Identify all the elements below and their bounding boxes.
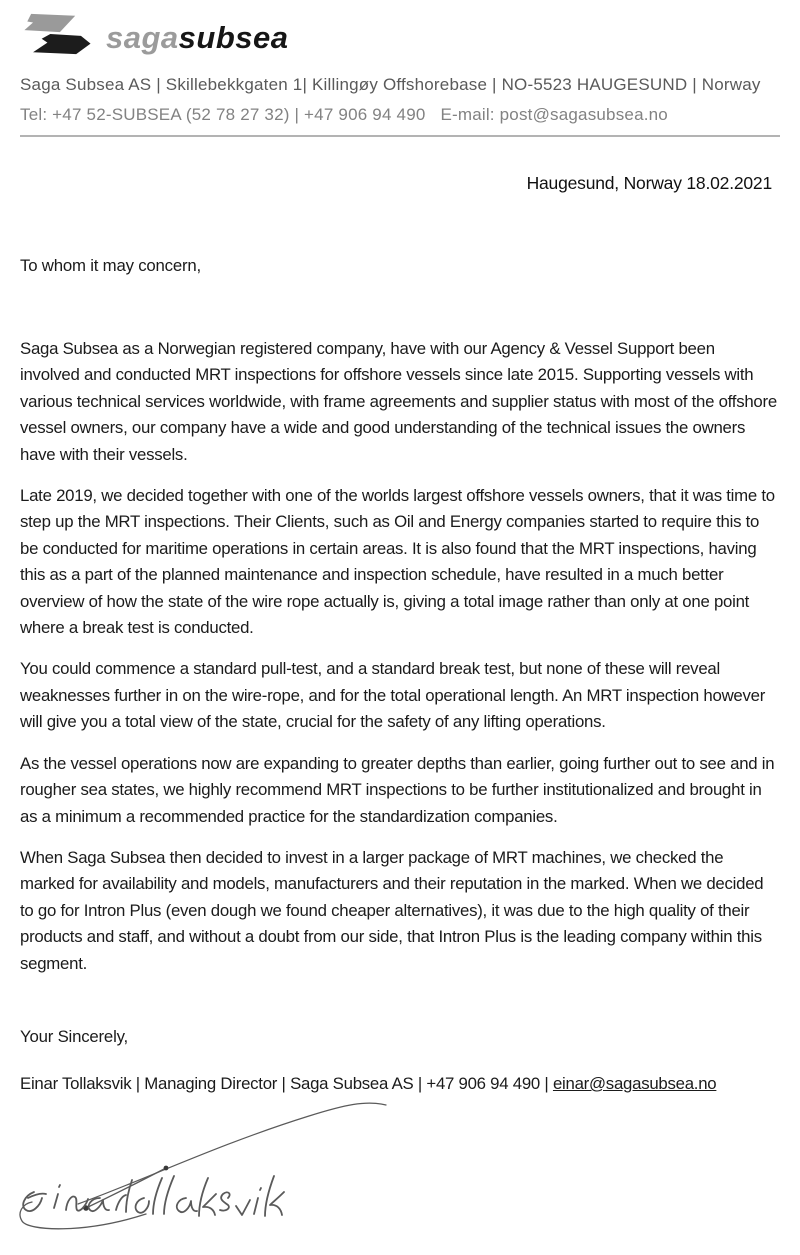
paragraph-5: When Saga Subsea then decided to invest in a larger package of MRT machines, we checked the marked for availability and models, manufacturers and their reputation in the marked. When we decided to go for Intron Plus (even dough we found cheaper alternatives), it was due to the high quality of their products and staff, and without a doubt from our side, that Intron Plus is the leading company within this segment. xyxy=(20,847,764,973)
paragraph-3: You could commence a standard pull-test, and a standard break test, but none of these will reveal weaknesses further in on the wire-rope, and for the total operational length. An MRT inspection however will give you a total view of the state, crucial for the safety of any lifting operations. xyxy=(20,659,766,732)
company-logo xyxy=(20,10,780,58)
signature-line xyxy=(20,1074,780,1094)
signatory-details: Einar Tollaksvik | Managing Director | Saga Subsea AS | +47 906 94 490 | xyxy=(20,1073,553,1093)
valediction: Your Sincerely, xyxy=(20,1026,129,1046)
company-email: E-mail: post@sagasubsea.no xyxy=(440,105,668,124)
paragraph-1: Saga Subsea as a Norwegian registered company, have with our Agency & Vessel Support been involved and conducted MRT inspections for offshore vessels since late 2015. Supporting vessels with various technical services worldwide, with frame agreements and supplier status with most of the offshore vessel owners, our company have a wide and good understanding of the technical issues the owners have with their vessels. xyxy=(20,339,777,464)
company-contact-line xyxy=(20,105,780,125)
logo-word-saga: saga xyxy=(106,19,179,55)
company-address-line: Saga Subsea AS | Skillebekkgaten 1| Killingøy Offshorebase | NO-5523 HAUGESUND | Norway xyxy=(20,75,761,94)
logo-word-subsea: subsea xyxy=(178,19,289,55)
paragraph-2: Late 2019, we decided together with one of the worlds largest offshore vessels owners, that it was time to step up the MRT inspections. Their Clients, such as Oil and Energy companies started to require this to be conducted for maritime operations in certain areas. It is also found that the MRT inspections, having this as a part of the planned maintenance and inspection schedule, have resulted in a much better overview of how the state of the wire rope actually is, giving a total image rather than only at one point where a break test is conducted. xyxy=(20,486,775,638)
date-place-line: Haugesund, Norway 18.02.2021 xyxy=(526,173,772,193)
company-phone: Tel: +47 52-SUBSEA (52 78 27 32) | +47 906 94 490 xyxy=(20,105,426,124)
paragraph-4: As the vessel operations now are expanding to greater depths than earlier, going further out to see and in rougher sea states, we highly recommend MRT inspections to be further institutionalized and brought in as a minimum a recommended practice for the standardization companies. xyxy=(20,753,775,826)
letter-body xyxy=(20,336,780,977)
header-divider xyxy=(20,135,780,137)
handwritten-signature xyxy=(14,1092,394,1242)
signatory-email-link[interactable]: einar@sagasubsea.no xyxy=(552,1073,717,1093)
saga-subsea-logo-icon xyxy=(20,11,94,57)
logo-wordmark xyxy=(106,16,289,53)
salutation: To whom it may concern, xyxy=(20,256,201,275)
